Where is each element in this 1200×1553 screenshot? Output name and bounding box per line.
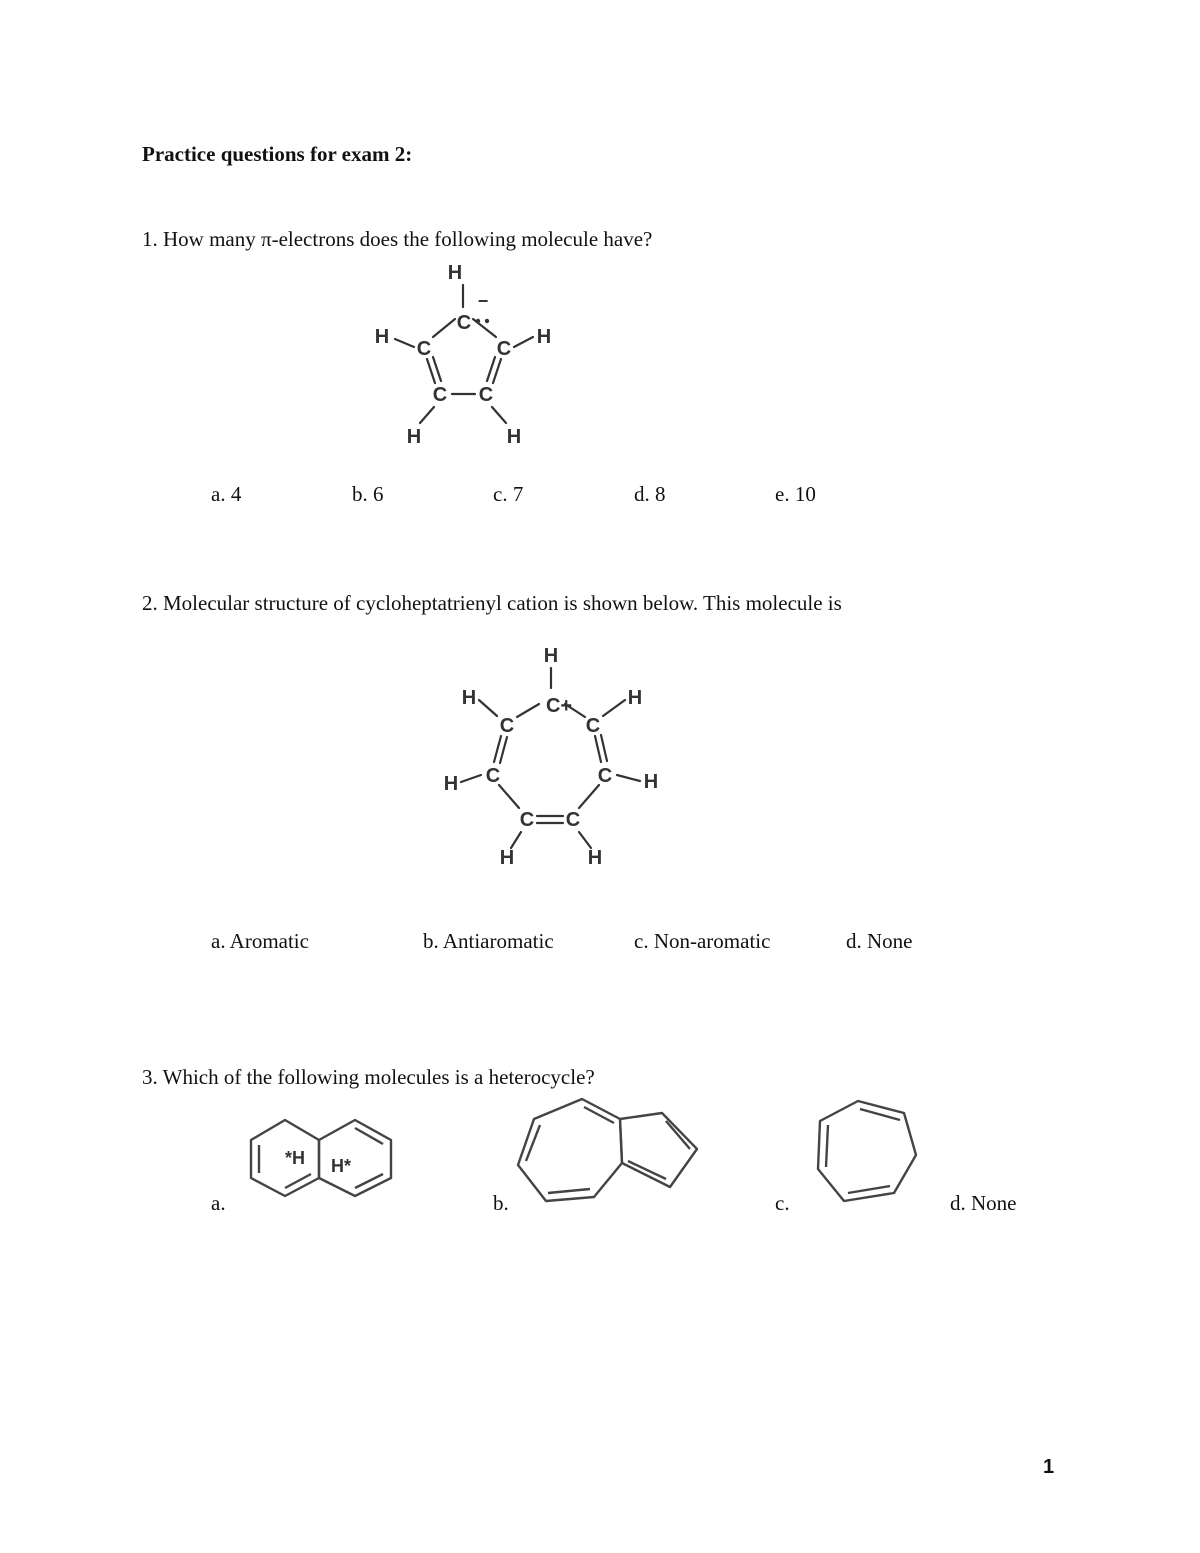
question-1-text: 1. How many π-electrons does the following molecule have?	[142, 227, 653, 251]
q3-option-b[interactable]: b.	[493, 1191, 509, 1215]
q3-option-a[interactable]: a.	[211, 1191, 226, 1215]
atom-h: H	[374, 326, 390, 348]
q1-option-c[interactable]: c. 7	[493, 482, 524, 506]
atom-h: H	[406, 426, 422, 448]
atom-c: C	[597, 765, 613, 787]
star-h-label: *H	[285, 1148, 306, 1168]
q2-option-b[interactable]: b. Antiaromatic	[423, 929, 554, 953]
atom-h: H	[461, 687, 477, 709]
q2-option-d[interactable]: d. None	[846, 929, 913, 953]
atom-c: C	[456, 312, 472, 334]
azulene-diagram	[510, 1095, 705, 1205]
question-2-text: 2. Molecular structure of cycloheptatrienyl cation is shown below. This molecule is	[142, 591, 842, 615]
bridged-annulene-diagram	[245, 1110, 405, 1205]
cycloheptatriene-diagram	[812, 1097, 922, 1207]
atom-c: C	[565, 809, 581, 831]
atom-c: C	[499, 715, 515, 737]
atom-h: H	[443, 773, 459, 795]
page-number: 1	[1043, 1456, 1055, 1478]
cycloheptatrienyl-cation-diagram	[435, 640, 675, 880]
atom-h: H	[643, 771, 659, 793]
question-3-text: 3. Which of the following molecules is a heterocycle?	[142, 1065, 595, 1089]
q1-option-d[interactable]: d. 8	[634, 482, 666, 506]
q3-option-d[interactable]: d. None	[950, 1191, 1017, 1215]
atom-h: H	[627, 687, 643, 709]
atom-h: H	[499, 847, 515, 869]
cyclopentadienyl-anion-diagram	[360, 255, 560, 455]
atom-c: C	[519, 809, 535, 831]
q1-option-b[interactable]: b. 6	[352, 482, 384, 506]
atom-c-cation: C+	[545, 695, 573, 717]
atom-h: H	[543, 645, 559, 667]
page-title: Practice questions for exam 2:	[142, 142, 413, 166]
atom-h: H	[587, 847, 603, 869]
atom-c: C	[585, 715, 601, 737]
negative-charge: −	[477, 291, 489, 311]
atom-c: C	[432, 384, 448, 406]
lone-pair-dot	[485, 319, 489, 323]
q1-option-a[interactable]: a. 4	[211, 482, 242, 506]
atom-c: C	[416, 338, 432, 360]
atom-h: H	[447, 262, 463, 284]
atom-h: H	[536, 326, 552, 348]
q2-option-a[interactable]: a. Aromatic	[211, 929, 309, 953]
atom-c: C	[485, 765, 501, 787]
q1-option-e[interactable]: e. 10	[775, 482, 816, 506]
atom-c: C	[478, 384, 494, 406]
q3-option-c[interactable]: c.	[775, 1191, 790, 1215]
atom-c: C	[496, 338, 512, 360]
star-h-label: H*	[331, 1156, 352, 1176]
q2-option-c[interactable]: c. Non-aromatic	[634, 929, 771, 953]
atom-h: H	[506, 426, 522, 448]
